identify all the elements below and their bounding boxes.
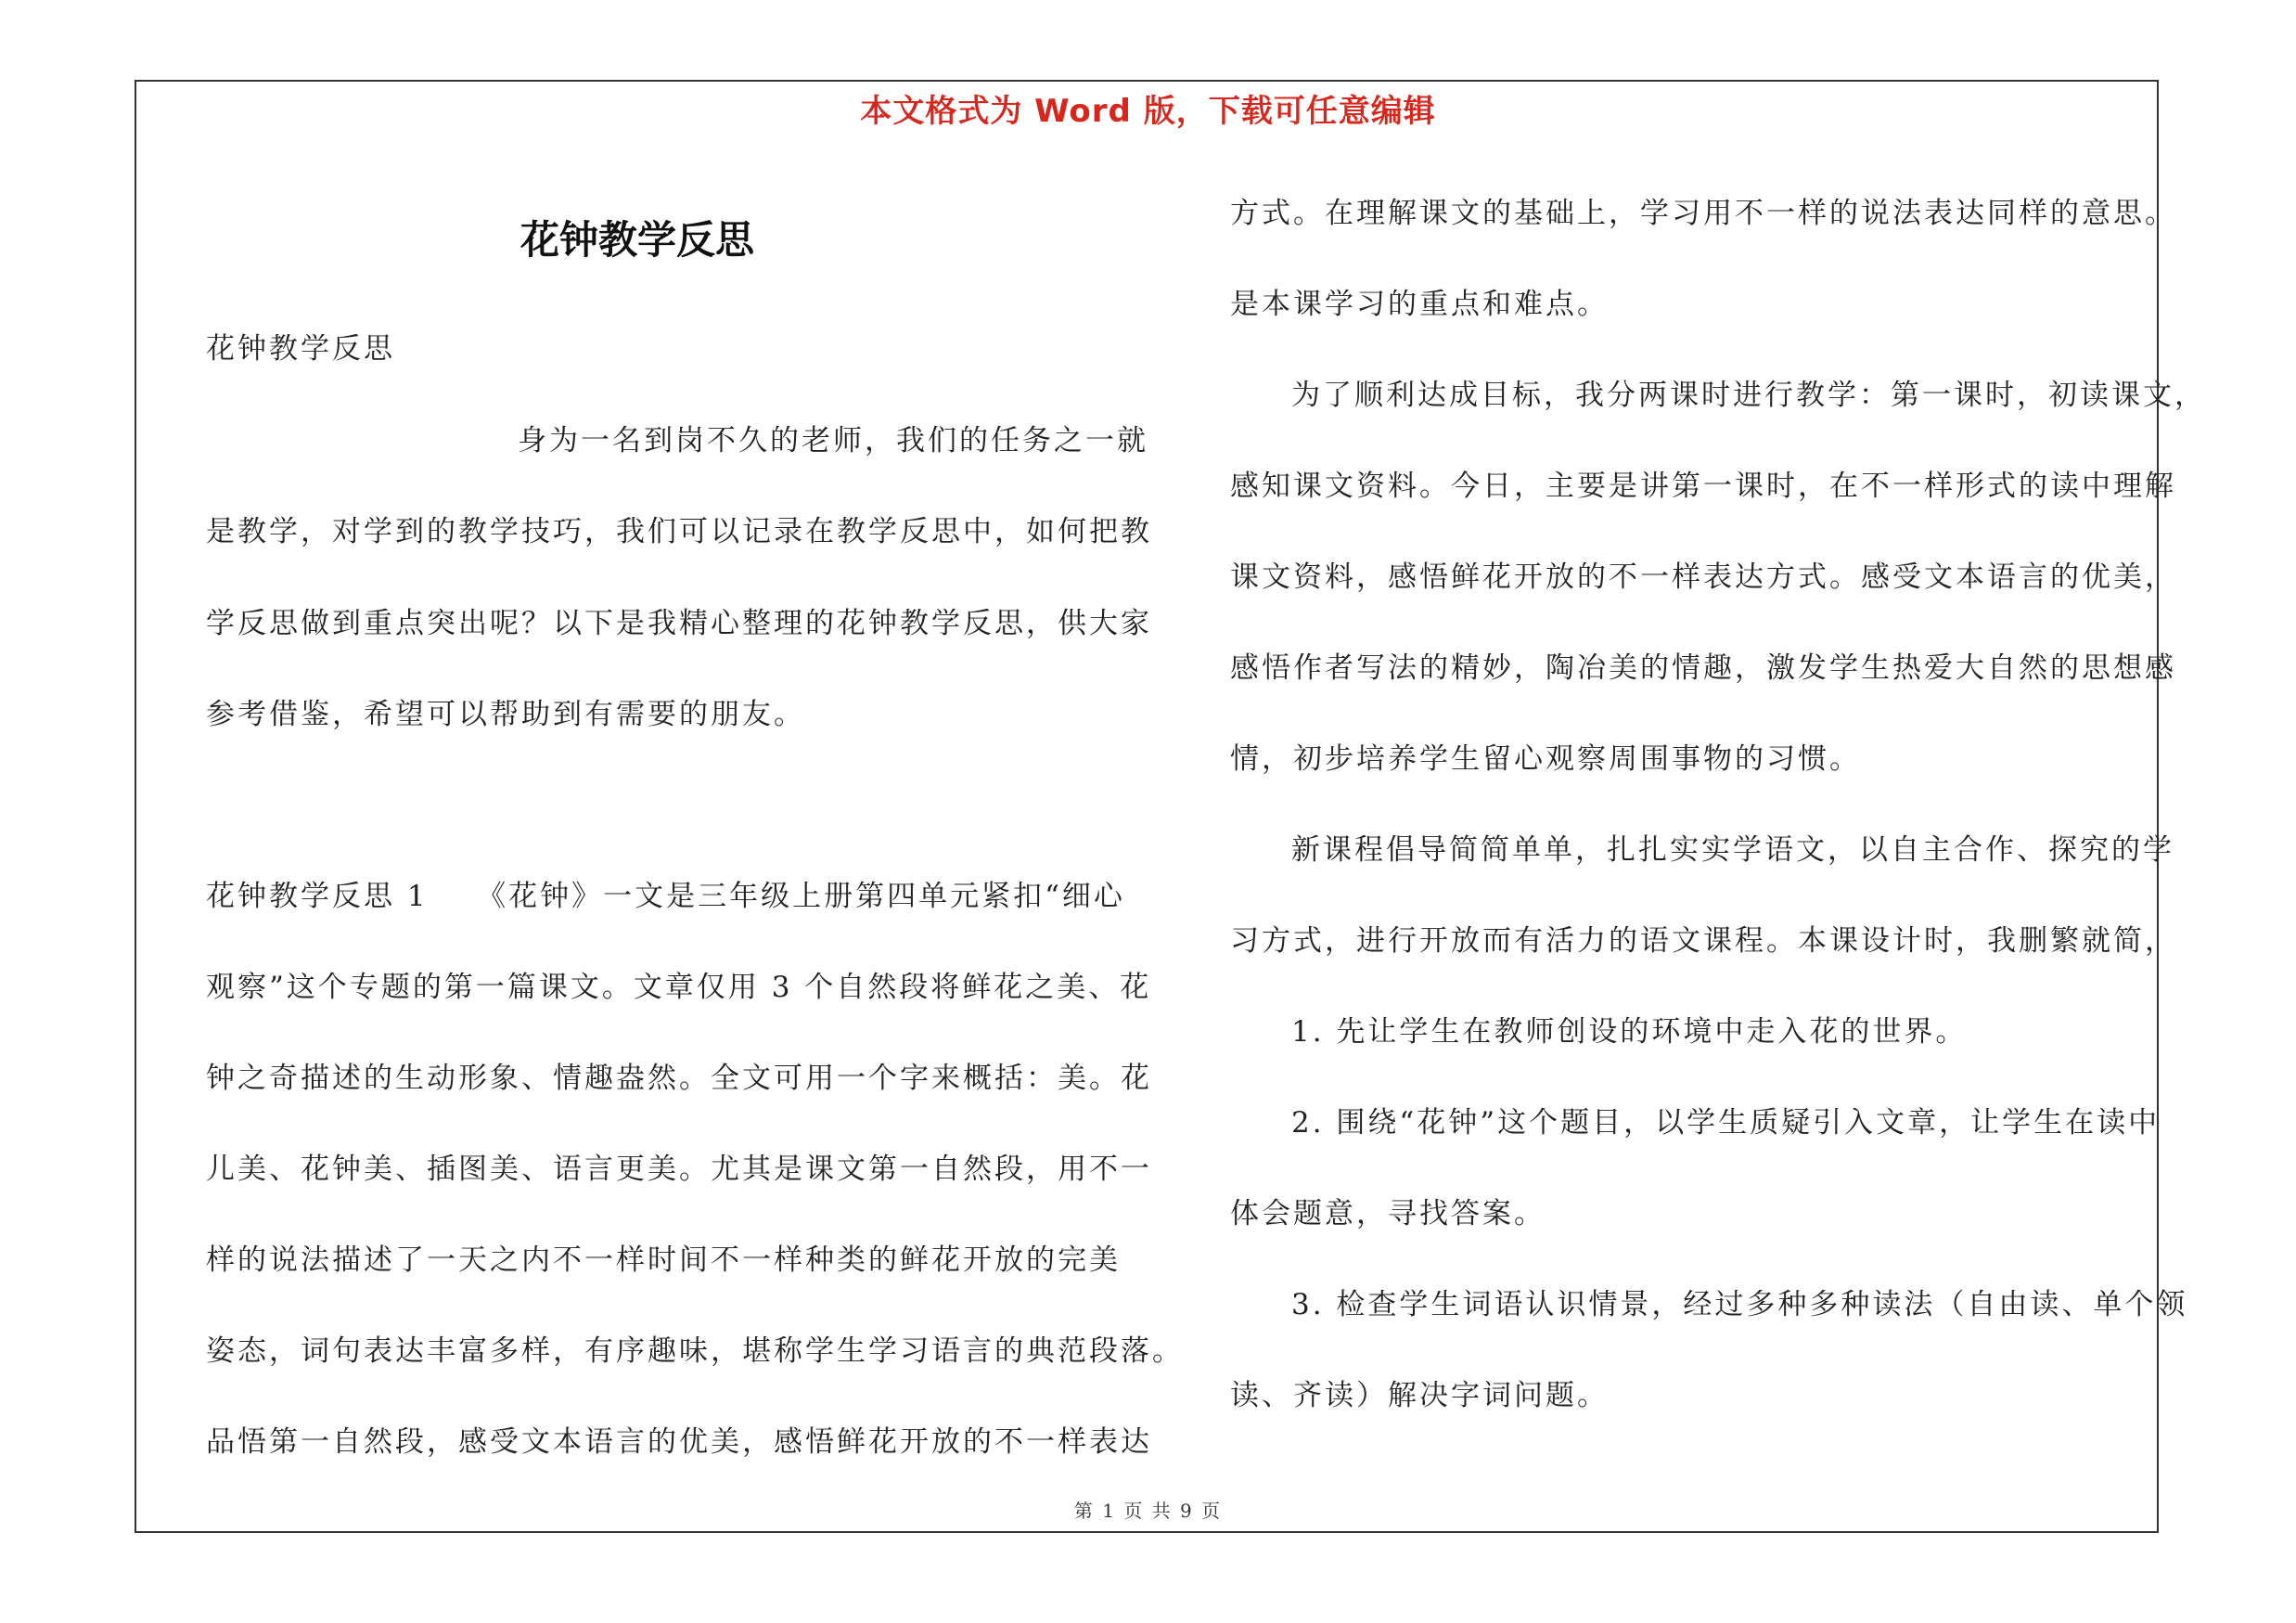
left-line: 学反思做到重点突出呢？以下是我精心整理的花钟教学反思，供大家 bbox=[206, 607, 1152, 640]
left-line: 花钟教学反思 bbox=[206, 332, 395, 366]
right-line: 方式。在理解课文的基础上，学习用不一样的说法表达同样的意思。 bbox=[1230, 197, 2176, 230]
left-line: 参考借鉴，希望可以帮助到有需要的朋友。 bbox=[206, 698, 805, 731]
format-banner: 本文格式为 Word 版，下载可任意编辑 bbox=[860, 93, 1436, 130]
right-line: 感知课文资料。今日，主要是讲第一课时，在不一样形式的读中理解 bbox=[1230, 470, 2176, 503]
left-line: 品悟第一自然段，感受文本语言的优美，感悟鲜花开放的不一样表达 bbox=[206, 1425, 1152, 1459]
left-line: 钟之奇描述的生动形象、情趣盎然。全文可用一个字来概括：美。花 bbox=[206, 1062, 1152, 1095]
left-line: 花钟教学反思 1 《花钟》一文是三年级上册第四单元紧扣“细心 bbox=[206, 880, 1125, 913]
right-line: 习方式，进行开放而有活力的语文课程。本课设计时，我删繁就简， bbox=[1230, 924, 2176, 958]
right-line: 情，初步培养学生留心观察周围事物的习惯。 bbox=[1230, 742, 1861, 776]
right-line: 2. 围绕“花钟”这个题目，以学生质疑引入文章，让学生在读中 bbox=[1291, 1106, 2161, 1140]
right-line: 为了顺利达成目标，我分两课时进行教学：第一课时，初读课文， bbox=[1291, 379, 2206, 412]
right-line: 读、齐读）解决字词问题。 bbox=[1230, 1379, 1609, 1412]
right-line: 新课程倡导简简单单，扎扎实实学语文，以自主合作、探究的学 bbox=[1291, 833, 2174, 867]
left-line: 观察”这个专题的第一篇课文。文章仅用 3 个自然段将鲜花之美、花 bbox=[206, 971, 1152, 1004]
left-line: 样的说法描述了一天之内不一样时间不一样种类的鲜花开放的完美 bbox=[206, 1243, 1121, 1277]
right-line: 感悟作者写法的精妙，陶冶美的情趣，激发学生热爱大自然的思想感 bbox=[1230, 651, 2176, 685]
right-line: 体会题意，寻找答案。 bbox=[1230, 1197, 1546, 1230]
page-number: 第 1 页 共 9 页 bbox=[1073, 1500, 1223, 1522]
right-line: 3. 检查学生词语认识情景，经过多种多种读法（自由读、单个领 bbox=[1291, 1288, 2188, 1321]
right-line: 是本课学习的重点和难点。 bbox=[1230, 288, 1609, 321]
left-line: 儿美、花钟美、插图美、语言更美。尤其是课文第一自然段，用不一 bbox=[206, 1153, 1152, 1186]
left-line: 姿态，词句表达丰富多样，有序趣味，堪称学生学习语言的典范段落。 bbox=[206, 1334, 1184, 1368]
left-line: 是教学，对学到的教学技巧，我们可以记录在教学反思中，如何把教 bbox=[206, 515, 1152, 548]
right-line: 课文资料，感悟鲜花开放的不一样表达方式。感受文本语言的优美， bbox=[1230, 560, 2176, 594]
left-line: 身为一名到岗不久的老师，我们的任务之一就 bbox=[518, 424, 1148, 457]
document-title: 花钟教学反思 bbox=[519, 217, 754, 263]
right-line: 1. 先让学生在教师创设的环境中走入花的世界。 bbox=[1291, 1015, 1968, 1049]
